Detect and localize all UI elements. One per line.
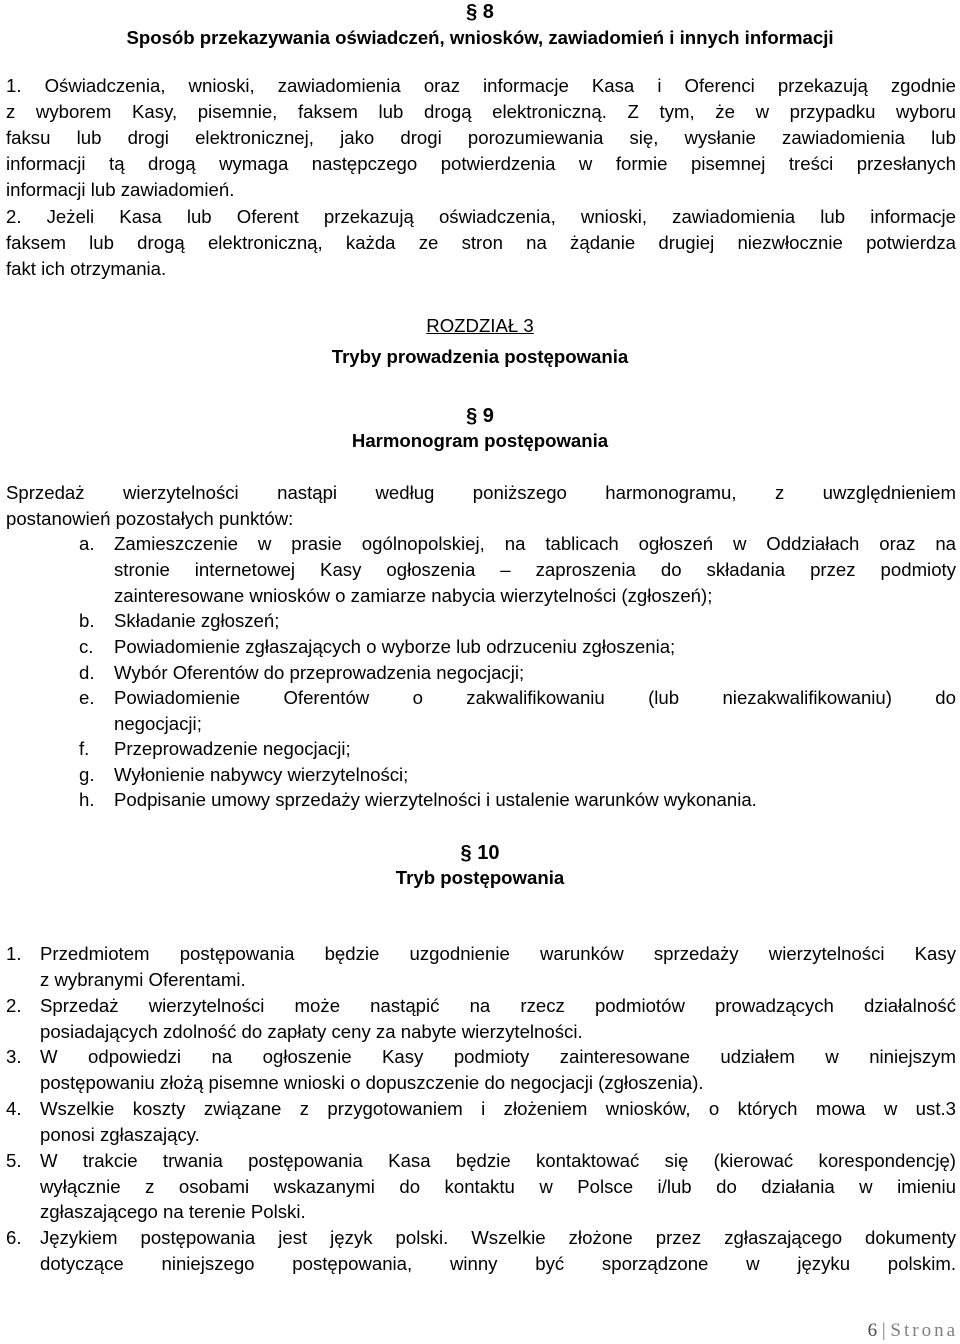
footer-separator: | xyxy=(881,1320,886,1341)
chapter-title: Tryby prowadzenia postępowania xyxy=(331,346,629,367)
s10-item-5-line-1: W trakcie trwania postępowania Kasa będzie kontaktować się (kierować korespondencję) xyxy=(40,1150,956,1171)
s10-item-6-line-2: dotyczące niniejszego postępowania, winny być sporządzone w języku polskim. xyxy=(40,1253,956,1274)
s9-item-letter: h. xyxy=(79,789,95,810)
page-footer xyxy=(868,1318,958,1344)
s9-item-letter: d. xyxy=(79,662,95,683)
s10-item-4-line-1: Wszelkie koszty związane z przygotowaniem i złożeniem wniosków, o których mowa w ust.3 xyxy=(40,1098,956,1119)
s8-p1-line-3: faksu lub drogi elektronicznej, jako drogi porozumiewania się, wysłanie zawiadomienia lub xyxy=(6,127,956,148)
s10-item-5-line-3: zgłaszającego na terenie Polski. xyxy=(40,1201,306,1222)
s9-item-a-line-3: zainteresowane wniosków o zamiarze nabycia wierzytelności (zgłoszeń); xyxy=(114,585,713,606)
s10-item-3-line-1: W odpowiedzi na ogłoszenie Kasy podmioty zainteresowane udziałem w niniejszym xyxy=(40,1046,956,1067)
s10-item-2-line-1: Sprzedaż wierzytelności może nastąpić na rzecz podmiotów prowadzących działalność xyxy=(40,995,956,1016)
s10-item-4-line-2: ponosi zgłaszający. xyxy=(40,1124,200,1145)
s10-item-number: 4. xyxy=(6,1098,22,1119)
section-9-title: Harmonogram postępowania xyxy=(351,430,609,451)
s10-item-number: 1. xyxy=(6,943,22,964)
s9-item-c: Powiadomienie zgłaszających o wyborze lub odrzuceniu zgłoszenia; xyxy=(114,636,676,657)
s9-item-letter: e. xyxy=(79,687,95,708)
s9-item-letter: f. xyxy=(79,738,90,759)
s10-item-5-line-2: wyłącznie z osobami wskazanymi do kontaktu w Polsce i/lub do działania w imieniu xyxy=(40,1176,956,1197)
s9-item-g: Wyłonienie nabywcy wierzytelności; xyxy=(114,764,409,785)
s9-item-e-line-1: Powiadomienie Oferentów o zakwalifikowaniu (lub niezakwalifikowaniu) do xyxy=(114,687,956,708)
s8-p2-line-3: fakt ich otrzymania. xyxy=(6,258,167,279)
s10-item-3-line-2: postępowaniu złożą pisemne wnioski o dopuszczenie do negocjacji (zgłoszenia). xyxy=(40,1072,704,1093)
s8-p1-line-1: 1. Oświadczenia, wnioski, zawiadomienia oraz informacje Kasa i Oferenci przekazują zgodnie xyxy=(6,75,956,96)
section-10-title: Tryb postępowania xyxy=(395,867,565,888)
section-10-number: § 10 xyxy=(460,842,500,864)
s9-item-f: Przeprowadzenie negocjacji; xyxy=(114,738,351,759)
section-8-number: § 8 xyxy=(466,1,494,23)
s9-item-letter: a. xyxy=(79,533,95,554)
s10-item-2-line-2: posiadających zdolność do zapłaty ceny za nabyte wierzytelności. xyxy=(40,1021,583,1042)
section-9-number: § 9 xyxy=(466,405,494,427)
s10-item-number: 6. xyxy=(6,1227,22,1248)
s8-p1-line-5: informacji lub zawiadomień. xyxy=(6,179,235,200)
s9-item-d: Wybór Oferentów do przeprowadzenia negocjacji; xyxy=(114,662,525,683)
s10-item-6-line-1: Językiem postępowania jest język polski. Wszelkie złożone przez zgłaszającego dokumenty xyxy=(40,1227,956,1248)
s10-item-number: 2. xyxy=(6,995,22,1016)
s10-item-1-line-1: Przedmiotem postępowania będzie uzgodnienie warunków sprzedaży wierzytelności Kasy xyxy=(40,943,956,964)
s9-item-b: Składanie zgłoszeń; xyxy=(114,610,280,631)
s10-item-1-line-2: z wybranymi Oferentami. xyxy=(40,969,246,990)
s8-p2-line-2: faksem lub drogą elektroniczną, każda ze stron na żądanie drugiej niezwłocznie potwierdza xyxy=(6,232,956,253)
s9-item-letter: c. xyxy=(79,636,94,657)
s9-intro-line-1: Sprzedaż wierzytelności nastąpi według poniższego harmonogramu, z uwzględnieniem xyxy=(6,482,956,503)
s9-intro-line-2: postanowień pozostałych punktów: xyxy=(6,508,294,529)
s10-item-number: 5. xyxy=(6,1150,22,1171)
section-8-title: Sposób przekazywania oświadczeń, wniosków, zawiadomień i innych informacji xyxy=(126,27,834,48)
s9-item-a-line-1: Zamieszczenie w prasie ogólnopolskiej, na tablicach ogłoszeń w Oddziałach oraz na xyxy=(114,533,956,554)
s9-item-letter: g. xyxy=(79,764,95,785)
page-number: 6 xyxy=(867,1320,878,1341)
chapter-heading: ROZDZIAŁ 3 xyxy=(426,315,534,336)
s9-item-letter: b. xyxy=(79,610,95,631)
s8-p2-line-1: 2. Jeżeli Kasa lub Oferent przekazują oświadczenia, wnioski, zawiadomienia lub informacje xyxy=(6,206,956,227)
s9-item-a-line-2: stronie internetowej Kasy ogłoszenia – zaproszenia do składania przez podmioty xyxy=(114,559,956,580)
s9-item-e-line-2: negocjacji; xyxy=(114,713,202,734)
s8-p1-line-2: z wyborem Kasy, pisemnie, faksem lub drogą elektroniczną. Z tym, że w przypadku wyboru xyxy=(6,101,956,122)
s10-item-number: 3. xyxy=(6,1046,22,1067)
footer-label: Strona xyxy=(890,1320,958,1341)
s8-p1-line-4: informacji tą drogą wymaga następczego potwierdzenia w formie pisemnej treści przesłanych xyxy=(6,153,956,174)
s9-item-h: Podpisanie umowy sprzedaży wierzytelności i ustalenie warunków wykonania. xyxy=(114,789,757,810)
